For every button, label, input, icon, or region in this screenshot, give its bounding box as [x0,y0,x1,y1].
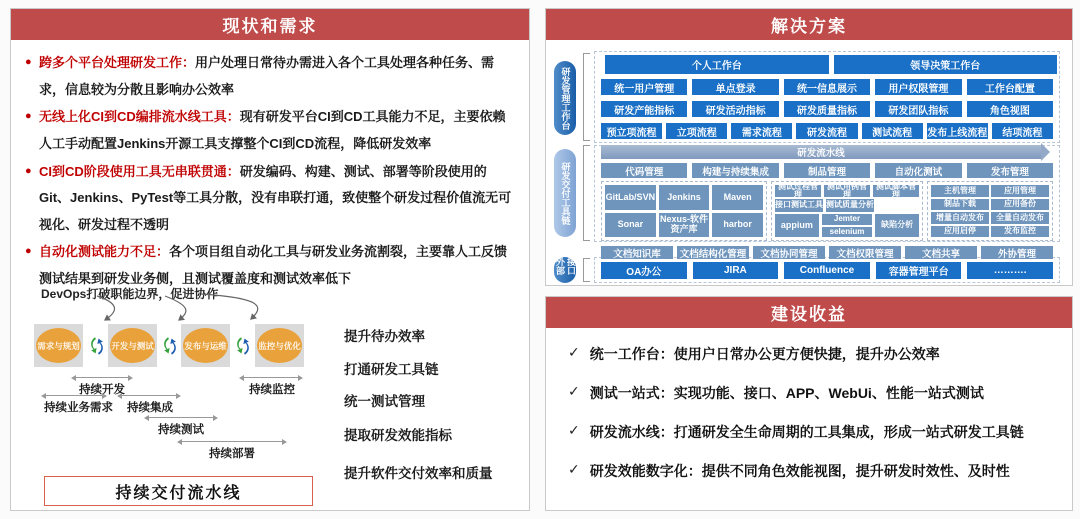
workbench-box: 统一信息展示 [784,79,870,95]
bullet-dot-icon: ● [25,56,32,68]
bullet-dot-icon: ● [25,110,32,123]
benefit-text: 实现功能、接口、APP、WebUi、性能一站式测试 [673,385,984,401]
outcome-label: 打通研发工具链 [344,362,439,377]
benefit-list [546,328,1072,481]
flow-label: 持续部署 [209,448,255,460]
stage-label: 开发与测试 [110,328,155,363]
tool-box: 测试过程管理 [775,185,821,197]
benefit-lead: 测试一站式： [589,385,674,401]
sync-arrows-icon [232,335,254,357]
tool-box: 接口测试工具 [775,199,823,212]
bracket [583,258,590,282]
flow-arrow [179,441,285,442]
bullet-dot-icon: ● [25,245,32,258]
bracket [583,53,590,141]
tool-box: 主机管理 [931,185,989,197]
tool-box: 全量自动发布 [991,212,1049,224]
check-icon: ✓ [568,383,580,399]
workbench-box: 个人工作台 [605,55,829,74]
benefit-text: 打通研发全生命周期的工具集成，形成一站式研发工具链 [673,424,1024,440]
benefit-item [568,461,1050,481]
workbench-box: 需求流程 [731,123,792,139]
workbench-row-2 [601,79,1053,95]
flow-arrow [146,417,216,418]
bullet-text: 研发编码、构建、测试、部署等阶段使用的Git、Jenkins、PyTest等工具分散，没有串联打通，致使整个研发过程价值流无可视化、研发过程不透明 [39,163,512,232]
category-box: 构建与持续集成 [692,163,778,178]
stage-label: 需求与规划 [36,328,81,363]
tool-box: 增量自动发布 [931,212,989,224]
doc-box: 文档共享 [905,246,977,259]
workbench-box: 单点登录 [692,79,778,95]
benefit-lead: 统一工作台： [589,346,674,362]
category-box: 发布管理 [967,163,1053,178]
tool-group-test [771,181,923,241]
pill-dev-delivery-toolchain: 研发交付工具链 [554,149,576,237]
category-box: 代码管理 [601,163,687,178]
tool-box: Nexus-软件资产库 [659,213,710,238]
tool-box: 制品下载 [931,199,989,211]
workbench-box: 研发活动指标 [692,101,778,117]
flow-arrow [119,395,179,396]
benefit-item [568,383,1050,403]
tool-group-release [927,181,1053,241]
devops-stage [255,324,304,367]
flow-label: 持续开发 [79,384,125,396]
category-box: 自动化测试 [875,163,961,178]
workbench-box: 立项流程 [666,123,727,139]
bullet-lead: 无线上化CI到CD编排流水线工具： [39,109,240,125]
tool-box: GitLab/SVN [605,185,656,210]
panel-title: 建设收益 [546,297,1072,328]
workbench-box: 领导决策工作台 [834,55,1058,74]
bullet-lead: 自动化测试能力不足： [39,244,170,260]
tool-category-row [601,163,1053,178]
workbench-row-3 [601,101,1053,117]
tool-box: 缺陷分析 [875,214,919,237]
sync-arrows-icon [86,335,108,357]
external-box: Confluence [784,262,870,279]
tool-box: appium [775,214,819,237]
flow-label: 持续测试 [158,424,204,436]
pipeline-box: 持续交付流水线 [44,476,313,506]
doc-box: 文档协同管理 [753,246,825,259]
tool-group-code [601,181,767,241]
doc-box: 外协管理 [981,246,1053,259]
workbench-box: 研发流程 [796,123,857,139]
devops-stage [34,324,83,367]
workbench-box: 结项流程 [992,123,1053,139]
solution-panel [545,8,1073,286]
workbench-box: 预立项流程 [601,123,662,139]
devops-annotation: DevOps打破职能边界，促进协作 [41,287,219,301]
bullet-text: 各个项目组自动化工具与研发业务流割裂，主要靠人工反馈测试结果到研发业务侧，且测试覆盖度和测试效率低下 [39,244,508,287]
flow-label: 持续集成 [127,402,173,414]
workbench-box: 发布上线流程 [927,123,988,139]
tool-box: 测试质量分析 [826,199,874,212]
doc-box: 文档权限管理 [829,246,901,259]
tool-box: 应用管理 [991,185,1049,197]
check-icon: ✓ [568,422,580,438]
benefit-item [568,344,1050,364]
check-icon: ✓ [568,461,580,477]
external-box: JIRA [693,262,779,279]
benefits-panel [545,296,1073,511]
workbench-box: 用户权限管理 [875,79,961,95]
sync-arrows-icon [159,335,181,357]
external-row [601,262,1053,279]
benefit-text: 提供不同角色效能视图，提升研发时效性、及时性 [701,463,1010,479]
workbench-box: 研发团队指标 [875,101,961,117]
bullet-lead: 跨多个平台处理研发工作： [39,55,196,70]
outcome-label: 提取研发效能指标 [344,428,452,443]
bracket [583,145,590,241]
outcome-label: 统一测试管理 [344,394,425,409]
panel-title: 解决方案 [546,9,1072,40]
tool-box: 发布监控 [991,226,1049,238]
tool-box: Jenkins [659,185,710,210]
tool-box: Sonar [605,213,656,238]
benefit-lead: 研发流水线： [589,424,674,440]
benefit-lead: 研发效能数字化： [589,463,702,479]
tool-box: harbor [712,213,763,238]
category-box: 制品管理 [784,163,870,178]
external-box: ………. [967,262,1053,279]
benefit-text: 使用户日常办公更方便快捷，提升办公效率 [673,346,940,362]
workbench-box: 工作台配置 [967,79,1053,95]
outcome-label: 提升待办效率 [344,329,425,344]
tool-box: 应用启停 [931,226,989,238]
tool-box: 测试脚本管理 [873,185,919,197]
stage-label: 发布与运维 [183,328,228,363]
tool-box: selenium [822,227,872,238]
flow-label: 持续监控 [249,384,295,396]
external-box: OA办公 [601,262,687,279]
tool-box: 测试用例管理 [824,185,870,197]
pipeline-banner: 研发流水线 [601,145,1041,159]
workbench-box: 研发质量指标 [784,101,870,117]
bullet-dot-icon: ● [25,164,32,177]
flow-label: 持续业务需求 [44,402,113,414]
curved-arrows [59,286,299,326]
flow-arrow [241,377,301,378]
doc-row [601,246,1053,259]
devops-stage [108,324,157,367]
stage-label: 监控与优化 [257,328,302,363]
bullet-item [25,50,513,103]
benefit-item [568,422,1050,442]
tool-box: Maven [712,185,763,210]
workbench-box: 测试流程 [862,123,923,139]
pill-dev-mgmt-workbench: 研发管理工作台 [554,61,576,135]
workbench-box: 角色视图 [967,101,1053,117]
tool-box: Jemter [822,214,872,225]
bullet-text: 用户处理日常待办需进入各个工具处理各种任务、需求，信息较为分散且影响办公效率 [39,55,495,97]
workbench-row-4 [601,123,1053,139]
requirement-list [11,50,529,293]
doc-box: 文档知识库 [601,246,673,259]
check-icon: ✓ [568,344,580,360]
tool-box: 应用备份 [991,199,1049,211]
panel-title: 现状和需求 [11,9,529,40]
current-status-panel [10,8,530,511]
flow-arrow [73,377,131,378]
bullet-item [25,159,513,239]
outcome-label: 提升软件交付效率和质量 [344,466,493,481]
external-box: 容器管理平台 [876,262,962,279]
workbench-row-1 [601,55,1061,74]
bullet-text: 现有研发平台CI到CD工具能力不足，主要依赖人工手动配置Jenkins开源工具支撑整个CI到CD流程，降低研发效率 [39,109,506,151]
flow-arrow [43,395,105,396]
bullet-item [25,104,513,157]
doc-box: 文档结构化管理 [677,246,749,259]
workbench-box: 研发产能指标 [601,101,687,117]
pill-external-interface: 外部接口 [554,257,576,283]
bullet-lead: CI到CD阶段使用工具无串联贯通： [39,163,240,179]
devops-stage [181,324,230,367]
workbench-box: 统一用户管理 [601,79,687,95]
